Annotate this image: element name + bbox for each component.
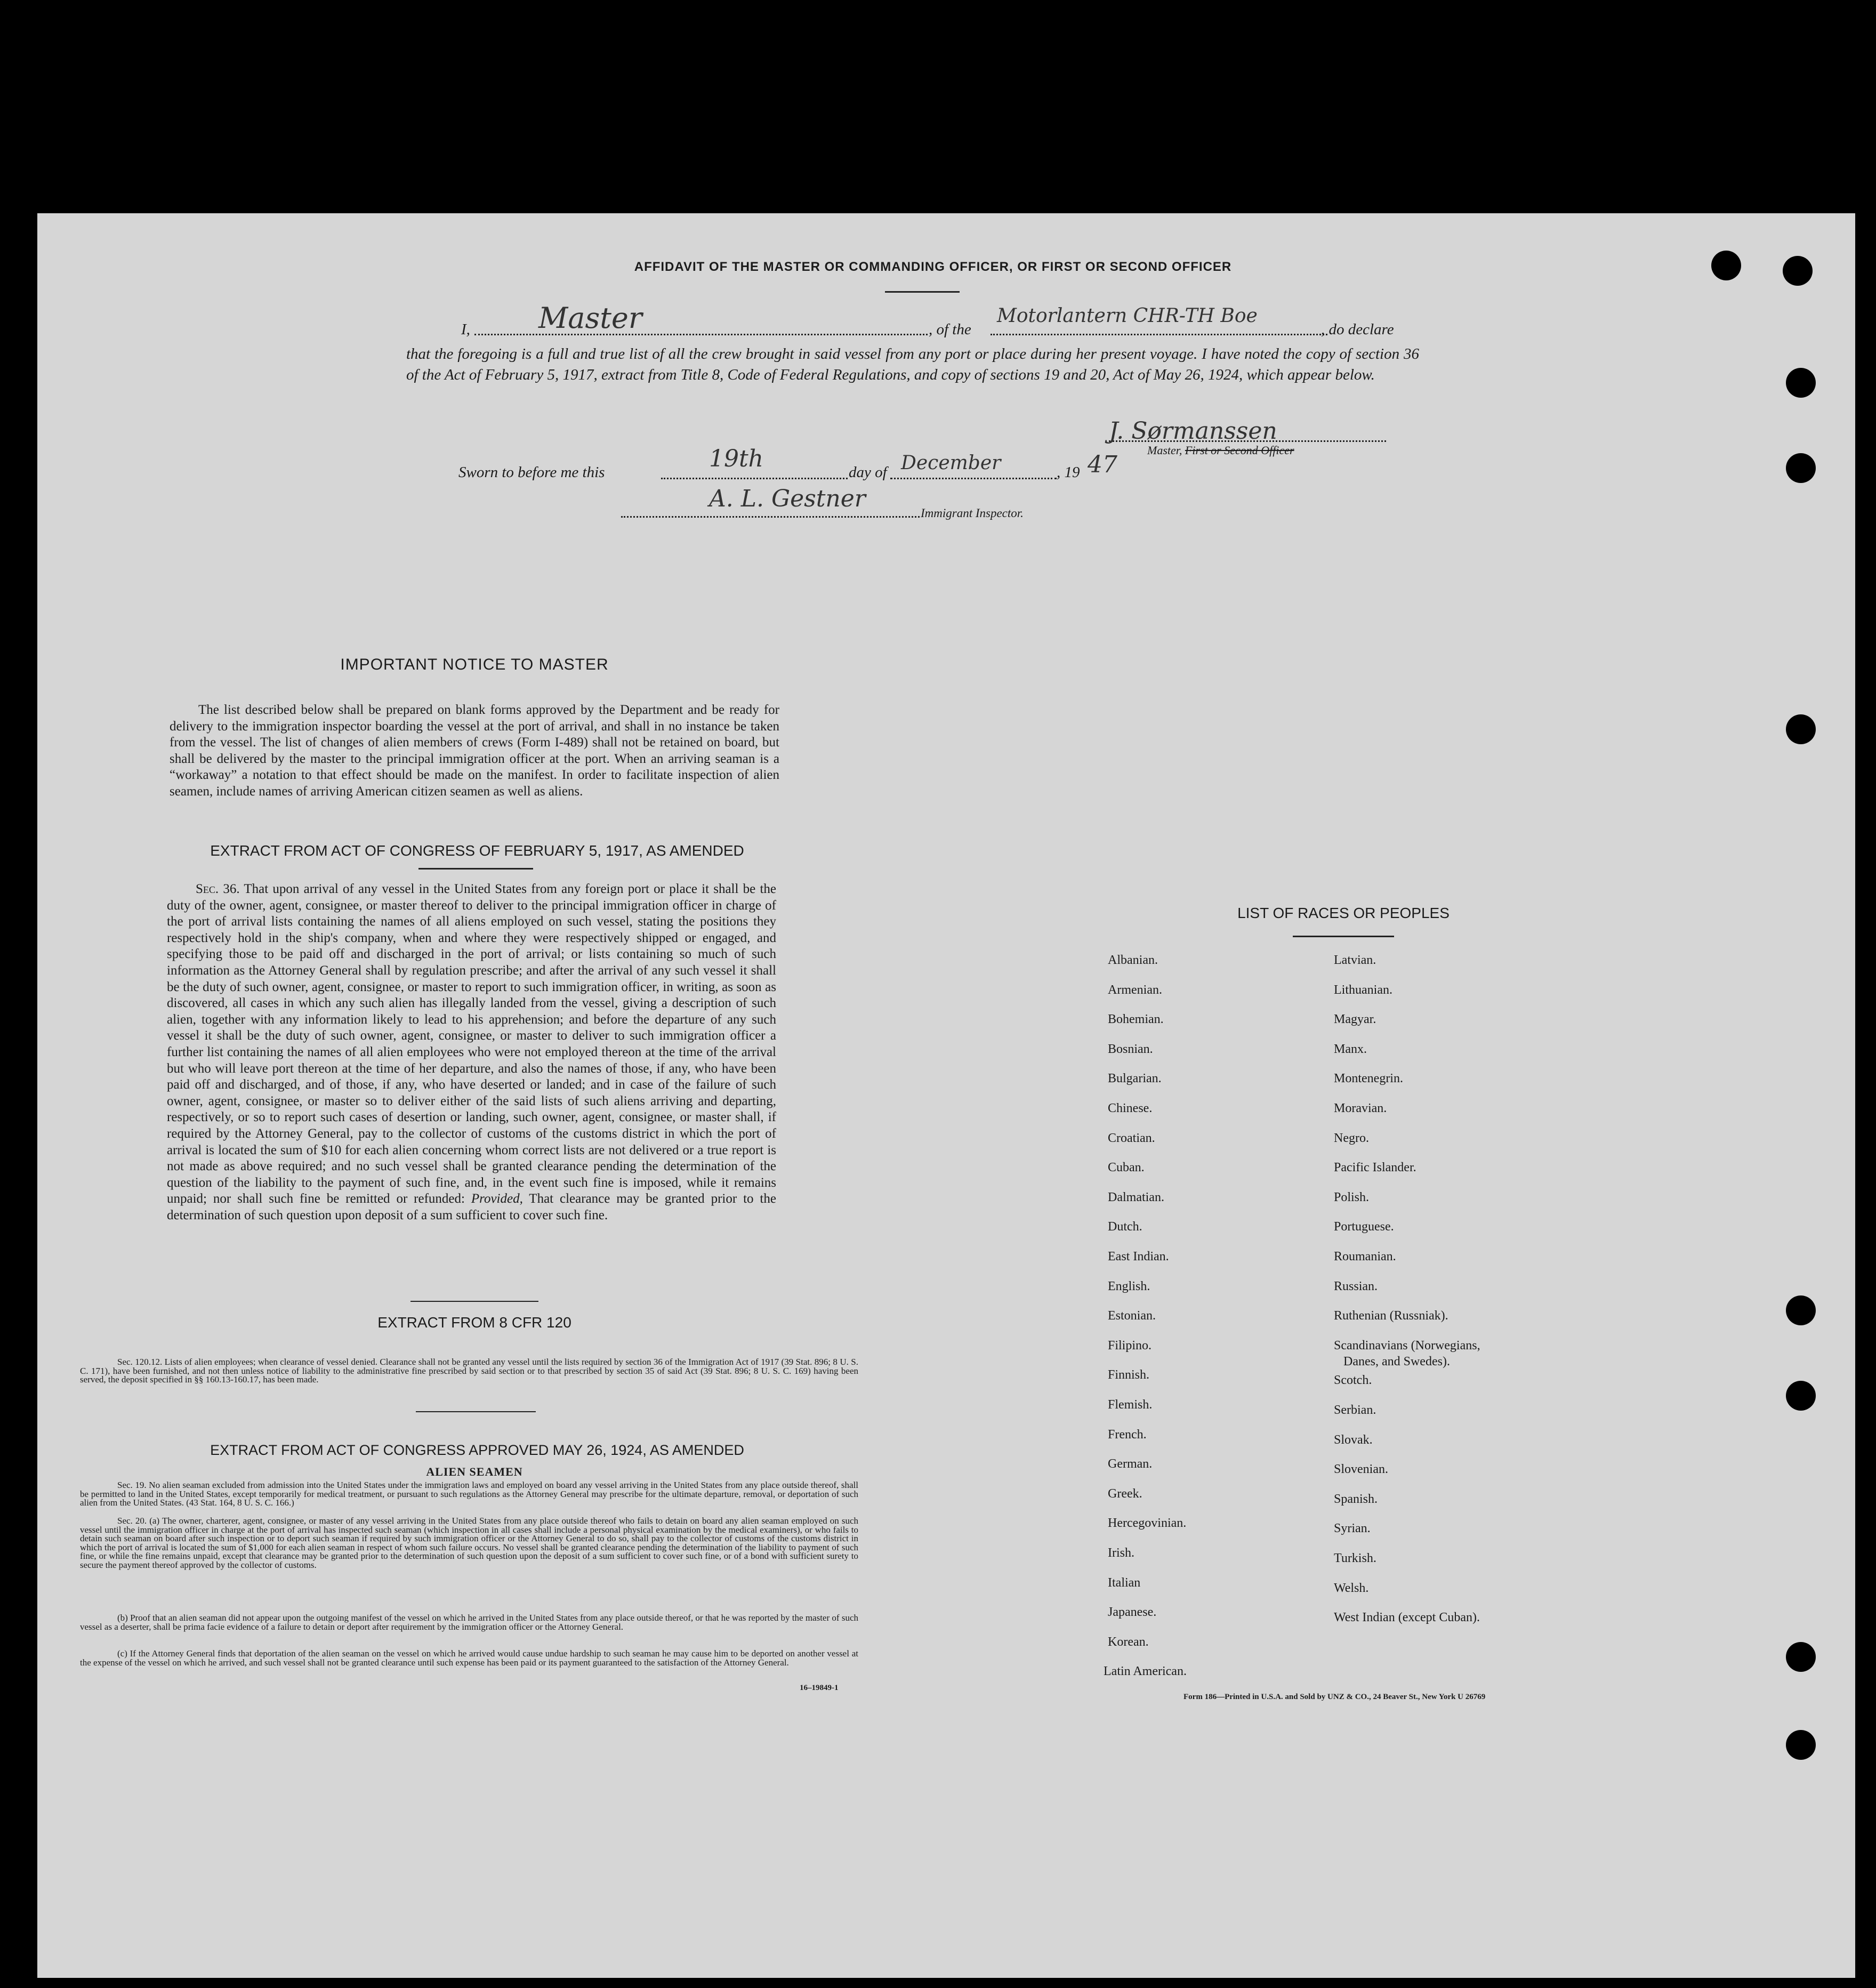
cfr-body: Sec. 120.12. Lists of alien employees; when clearance of vessel denied. Clearance shall not be granted any vessel until the lists required by section 36 of the Immigration Act of 1917 (39 Stat. 896; 8 U. S. C. 171), have been furnished, and not then unless notice of liability to the administrative fine prescribed by said section or to that prescribed by section 35 of said Act (39 Stat. 896; 8 U. S. C. 169) having been served, the deposit specified in §§ 160.13-160.17, has been made.: [80, 1357, 858, 1385]
race-item: Serbian.: [1334, 1403, 1376, 1417]
section-rule: [418, 868, 533, 870]
year-prefix: , 19: [1057, 464, 1080, 481]
race-item: Italian: [1108, 1575, 1141, 1590]
race-item: Roumanian.: [1334, 1250, 1396, 1263]
vessel-name-handwritten: Motorlantern CHR-TH Boe: [997, 305, 1258, 327]
signature-caption: [1147, 444, 1294, 457]
race-item: Bulgarian.: [1108, 1072, 1162, 1086]
extract-1917-title: EXTRACT FROM ACT OF CONGRESS OF FEBRUARY 5, 1917, AS AMENDED: [210, 842, 744, 859]
day-line: [661, 478, 848, 479]
race-item: Bosnian.: [1108, 1042, 1153, 1056]
race-item: German.: [1108, 1457, 1153, 1471]
races-title: LIST OF RACES OR PEOPLES: [1237, 905, 1450, 921]
race-item: Irish.: [1108, 1546, 1134, 1560]
race-item: Manx.: [1334, 1042, 1367, 1056]
section-rule: [410, 1301, 538, 1302]
extract-cfr-title: EXTRACT FROM 8 CFR 120: [377, 1314, 571, 1331]
extract-1924-title: EXTRACT FROM ACT OF CONGRESS APPROVED MAY 26, 1924, AS AMENDED: [210, 1442, 744, 1458]
race-item: Scandinavians (Norwegians,: [1334, 1338, 1480, 1353]
alien-seamen-subtitle: ALIEN SEAMEN: [426, 1465, 523, 1478]
punch-hole: [1786, 714, 1816, 744]
race-item: Dalmatian.: [1108, 1190, 1164, 1204]
punch-hole: [1786, 1730, 1816, 1760]
sworn-label: Sworn to before me this: [458, 464, 605, 481]
form-code: 16–19849-1: [800, 1684, 839, 1692]
race-item: Korean.: [1108, 1635, 1149, 1649]
race-item: Latvian.: [1334, 953, 1376, 967]
notice-body: The list described below shall be prepared on blank forms approved by the Department and be ready for delivery to the immigration inspector boarding the vessel at the port of arrival, and shall in no instance be taken from the vessel. The list of changes of alien members of crews (Form I-489) shall not be retained on board, but shall be delivered by the master to the principal immigration officer at the port. When an arriving seaman is a “workaway” a notation to that effect should be made on the manifest. In order to facilitate inspection of alien seamen, include names of arriving American citizen seamen as well as aliens.: [170, 703, 779, 799]
race-item: Lithuanian.: [1334, 983, 1392, 997]
race-item: Scotch.: [1334, 1373, 1372, 1388]
race-item: French.: [1108, 1427, 1147, 1442]
punch-hole: [1711, 251, 1741, 280]
affidavit-title: AFFIDAVIT OF THE MASTER OR COMMANDING OFFICER, OR FIRST OR SECOND OFFICER: [634, 260, 1232, 274]
race-item: Welsh.: [1334, 1581, 1369, 1595]
caption-struck: First or Second Officer: [1185, 444, 1294, 457]
race-item: East Indian.: [1108, 1250, 1169, 1263]
printer-footer: Form 186—Printed in U.S.A. and Sold by UNZ & CO., 24 Beaver St., New York U 26769: [1183, 1693, 1486, 1701]
race-item: Moravian.: [1334, 1101, 1387, 1115]
race-item: Magyar.: [1334, 1012, 1376, 1027]
punch-hole: [1783, 256, 1813, 286]
race-item: Cuban.: [1108, 1161, 1145, 1175]
sec19-text: Sec. 19. No alien seaman excluded from admission into the United States under the immigration laws and employed on board any vessel arriving in the United States from any place outside thereof, shall be permitted to land in the United States, except temporarily for medical treatment, or pursuant to such regulations as the Attorney General may prescribe for the ultimate departure, removal, or deportation of such alien from the United States. (43 Stat. 164, 8 U. S. C. 166.): [80, 1480, 858, 1508]
sec20c-text: (c) If the Attorney General finds that deportation of the alien seaman on the vessel on which he arrived would cause undue hardship to such seaman he may cause him to be deported on another vessel at the expense of the vessel on which he arrived, and such vessel shall not be granted clearance until such expense has been paid or its payment guaranteed to the satisfaction of the Attorney General.: [80, 1648, 858, 1668]
of-the-label: , of the: [929, 321, 971, 338]
punch-hole: [1786, 368, 1816, 398]
race-item: Slovenian.: [1334, 1462, 1388, 1477]
year-handwritten: 47: [1088, 451, 1117, 478]
inspector-signature: A. L. Gestner: [709, 485, 866, 512]
race-item: Filipino.: [1108, 1338, 1152, 1353]
section-rule: [416, 1411, 536, 1412]
affidavit-body: that the foregoing is a full and true list of all the crew brought in said vessel from any port or place during her present voyage. I have noted the copy of section 36 of the Act of February 5, 1917, extract from Title 8, Code of Federal Regulations, and copy of sections 19 and 20, Act of May 26, 1924, which appear below.: [406, 345, 1419, 383]
punch-hole: [1786, 1642, 1816, 1672]
title-rule: [885, 291, 960, 293]
race-item: Chinese.: [1108, 1101, 1153, 1115]
race-item: Greek.: [1108, 1486, 1142, 1501]
affidavit-i-label: I,: [461, 321, 470, 338]
day-handwritten: 19th: [709, 445, 764, 472]
race-item: Croatian.: [1108, 1131, 1155, 1145]
race-item: Ruthenian (Russniak).: [1334, 1309, 1448, 1323]
sec20b-text: (b) Proof that an alien seaman did not appear upon the outgoing manifest of the vessel on which he arrived in the United States from any place outside thereof, or that he was reported by the master of such vessel as a deserter, shall be prima facie evidence of a failure to detain or deport after requirement by the immigration officer or the Attorney General.: [80, 1613, 858, 1632]
race-item: Spanish.: [1334, 1492, 1378, 1506]
race-item: Latin American.: [1104, 1664, 1187, 1679]
race-item: Flemish.: [1108, 1398, 1153, 1412]
caption-master: Master,: [1147, 444, 1182, 457]
race-item: Hercegovinian.: [1108, 1516, 1187, 1531]
race-item: English.: [1108, 1279, 1150, 1293]
race-item: Japanese.: [1108, 1605, 1157, 1620]
provided-term: Provided,: [471, 1192, 523, 1206]
inspector-caption: Immigrant Inspector.: [921, 506, 1024, 520]
sec36-body: [167, 881, 776, 1224]
master-signature: J. Sørmanssen: [1109, 417, 1277, 445]
race-item: Dutch.: [1108, 1220, 1142, 1234]
race-item: Negro.: [1334, 1131, 1369, 1145]
race-item: Polish.: [1334, 1190, 1370, 1204]
inspector-line: [621, 516, 920, 518]
month-handwritten: December: [901, 452, 1001, 474]
day-of-label: day of: [849, 464, 887, 481]
master-name-handwritten: Master: [538, 301, 642, 335]
race-item: Pacific Islander.: [1334, 1161, 1416, 1175]
race-item: Montenegrin.: [1334, 1072, 1403, 1086]
sec36-text-end: That clearance may be granted prior to the determination of such question upon deposit of a sum sufficient to cover such fine.: [167, 1192, 776, 1222]
race-item: Turkish.: [1334, 1551, 1376, 1565]
sec20a-text: Sec. 20. (a) The owner, charterer, agent, consignee, or master of any vessel arriving in the United States from any place outside thereof who fails to detain on board any alien seaman employed on such vessel until the immigration officer in charge at the port of arrival has inspected such seaman (which inspection in all cases shall include a personal physical examination by the medical examiners), or who fails to detain such seaman on board after such inspection or to deport such seaman if required by such immigration officer or the Attorney General to do so, shall pay to the collector of customs of the customs district in which the port of arrival is located the sum of $1,000 for each alien seaman in respect of whom such failure occurs. No vessel shall be granted clearance pending the determination of the liability to payment of such fine, or while the fine remains unpaid, except that clearance may be granted prior to the determination of such question upon the deposit of a sum sufficient to cover such fine, or of a bond with sufficient surety to secure the payment thereof approved by the collector of customs.: [80, 1516, 858, 1570]
race-item: Finnish.: [1108, 1368, 1150, 1382]
race-item: Russian.: [1334, 1279, 1378, 1293]
races-rule: [1293, 936, 1394, 937]
race-item: Slovak.: [1334, 1432, 1373, 1447]
race-item: Bohemian.: [1108, 1012, 1164, 1027]
race-item: Albanian.: [1108, 953, 1158, 967]
race-item: Syrian.: [1334, 1522, 1371, 1536]
race-item: Armenian.: [1108, 983, 1162, 997]
sec36-label: Sec. 36.: [196, 882, 240, 896]
race-item: Estonian.: [1108, 1309, 1156, 1323]
vessel-line: [991, 334, 1327, 335]
race-item: West Indian (except Cuban).: [1334, 1611, 1480, 1625]
sec36-text: That upon arrival of any vessel in the United States from any foreign port or place it shall be the duty of the owner, agent, consignee, or master thereof to deliver to the principal immigration officer in charge of the port of arrival lists containing the names of all aliens employed on such vessel, stating the positions they respectively hold in the ship's company, when and where they were respectively shipped or engaged, and specifying those to be paid off and discharged in the port of arrival; or lists containing so much of such information as the Attorney General shall by regulation prescribe; and after the arrival of any such vessel it shall be the duty of such owner, agent, consignee, or master to report to such immigration officer, in writing, as soon as discovered, all cases in which any such alien has illegally landed from the vessel, giving a description of such alien, together with any information likely to lead to his apprehension; and before the departure of any such vessel it shall be the duty of such owner, agent, consignee, or master to deliver to such immigration officer a further list containing the names of all alien employees who were not employed thereon at the time of the arrival but who will leave port thereon at the time of her departure, and also the names of those, if any, who have been paid off and discharged, and of those, if any, who have deserted or landed; and in case of the failure of such owner, agent, consignee, or master so to deliver either of the said lists of such aliens arriving and departing, respectively, or so to report such cases of desertion or landing, such owner, agent, consignee, or master shall, if required by the Attorney General, pay to the collector of customs of the customs district in which the port of arrival is located the sum of $10 for each alien concerning whom correct lists are not delivered or a true report is not made as above required; and no such vessel shall be granted clearance pending the determination of the question of the liability to the payment of such fine, and, in the event such fine is imposed, while it remains unpaid; nor shall such fine be remitted or refunded:: [167, 882, 776, 1206]
punch-hole: [1786, 1295, 1816, 1325]
month-line: [890, 478, 1057, 479]
notice-title: IMPORTANT NOTICE TO MASTER: [340, 656, 609, 673]
punch-hole: [1786, 1381, 1816, 1411]
race-item: Danes, and Swedes).: [1343, 1354, 1450, 1369]
do-declare-label: , do declare: [1321, 321, 1394, 338]
race-item: Portuguese.: [1334, 1220, 1394, 1234]
punch-hole: [1786, 453, 1816, 483]
